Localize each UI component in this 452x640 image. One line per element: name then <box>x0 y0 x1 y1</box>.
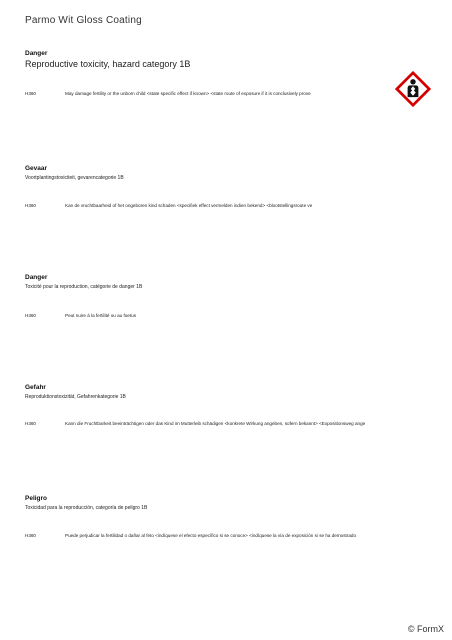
hazard-statement-row <box>25 203 312 208</box>
hazard-statement: Peut nuire à la fertilité ou au foetus <box>65 313 136 318</box>
hazard-statement: Puede perjudicar la fertilidad o dañar al feto <indíquese el efecto específico si se conoce> <indíquese la vía de exposición si se ha demostrado <box>65 533 356 538</box>
h-code: H360 <box>25 313 36 318</box>
signal-word: Danger <box>25 50 48 57</box>
page-title: Parmo Wit Gloss Coating <box>25 15 142 26</box>
h-code: H360 <box>25 91 36 96</box>
hazard-section-en <box>25 50 425 96</box>
hazard-category: Reproductive toxicity, hazard category 1B <box>25 59 191 69</box>
hazard-statement-row <box>25 421 365 426</box>
signal-word: Danger <box>25 274 48 281</box>
hazard-section-es <box>25 495 425 538</box>
hazard-category: Toxicité pour la reproduction, catégorie de danger 1B <box>25 284 143 290</box>
hazard-statement: Kan de vruchtbaarheid of het ongeboren kind schaden <specifiek effect vermelden indien bekend> <blootstellingsroute ve <box>65 203 313 208</box>
signal-word: Gevaar <box>25 165 48 172</box>
hazard-section-de <box>25 384 425 426</box>
hazard-statement: May damage fertility or the unborn child <state specific effect if known> <state route of exposure if it is conclusively prove <box>65 91 311 96</box>
h-code: H360 <box>25 421 36 426</box>
hazard-section-fr <box>25 274 425 318</box>
signal-word: Peligro <box>25 495 48 502</box>
hazard-statement: Kann die Fruchtbarkeit beeinträchtigen oder das Kind im Mutterleib schädigen <konkrete Wirkung angeben, sofern bekannt> <Expositionsweg ange <box>65 421 366 426</box>
footer-brand: © FormX <box>407 624 444 634</box>
hazard-category: Reproduktionstoxizität, Gefahrenkategorie 1B <box>25 394 126 400</box>
signal-word: Gefahr <box>25 384 46 391</box>
hazard-section-nl <box>25 165 425 208</box>
hazard-category: Voortplantingstoxiciteit, gevarencategorie 1B <box>25 175 124 181</box>
hazard-statement-row <box>25 533 356 538</box>
h-code: H360 <box>25 203 36 208</box>
hazard-statement-row <box>25 313 136 318</box>
hazard-statement-row <box>25 91 311 96</box>
h-code: H360 <box>25 533 36 538</box>
hazard-category: Toxicidad para la reproducción, categoría de peligro 1B <box>25 505 148 511</box>
health-hazard-ghs08-icon <box>395 71 431 107</box>
